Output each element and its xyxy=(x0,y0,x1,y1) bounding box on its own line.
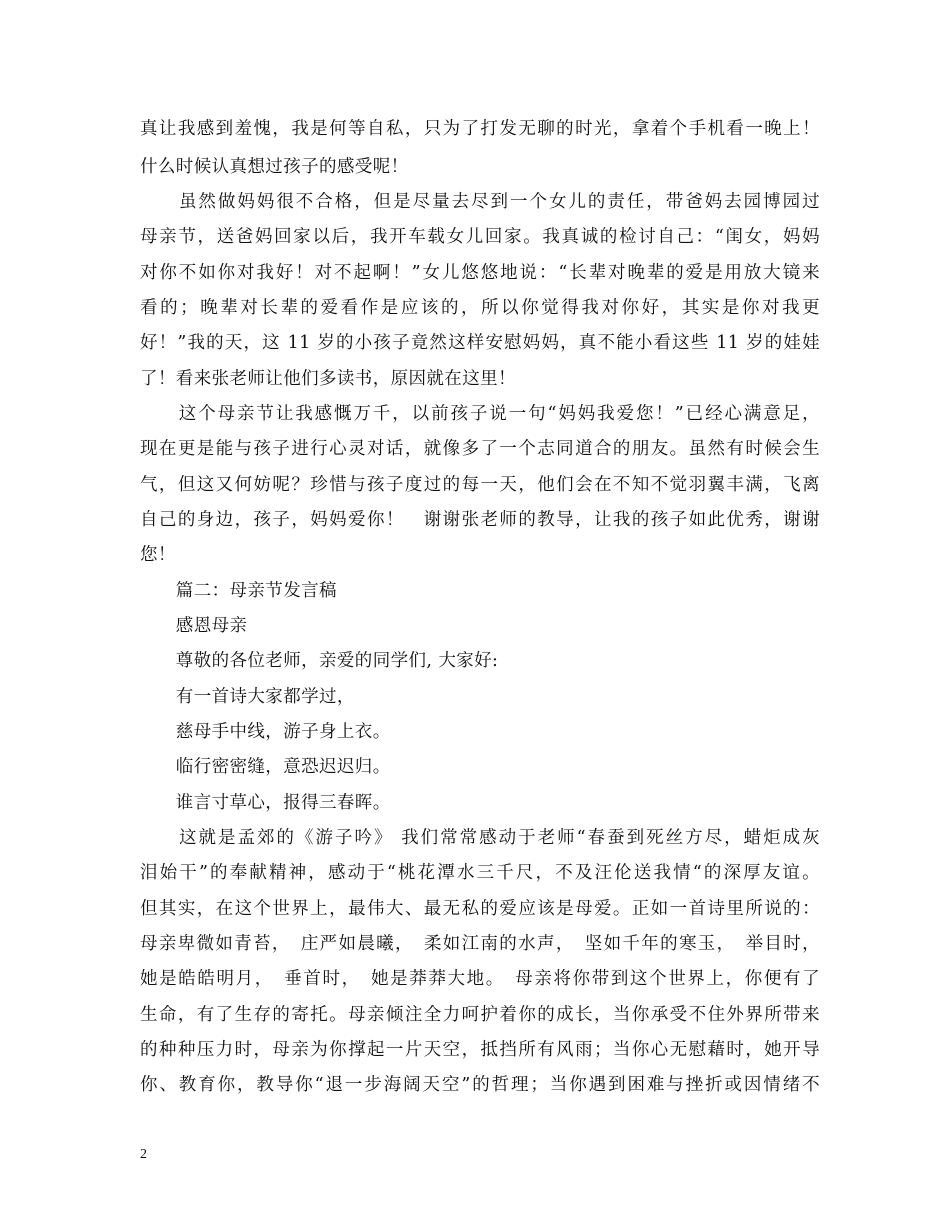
text-line: 气，但这又何妨呢？珍惜与孩子度过的每一天，他们会在不知不觉羽翼丰满，飞离 xyxy=(140,475,820,495)
text-line: 虽然做妈妈很不合格，但是尽量去尽到一个女儿的责任，带爸妈去园博园过 xyxy=(140,192,820,212)
text-line: 她是皓皓明月， 垂首时， 她是莽莽大地。 母亲将你带到这个世界上，你便有了 xyxy=(140,969,820,989)
text-line: 这个母亲节让我感慨万千，以前孩子说一句“妈妈我爱您！”已经心满意足， xyxy=(140,404,820,424)
text-line: 但其实，在这个世界上，最伟大、最无私的爱应该是母爱。正如一首诗里所说的： xyxy=(140,899,820,919)
text-line: 泪始干”的奉献精神，感动于“桃花潭水三千尺，不及汪伦送我情“的深厚友谊。 xyxy=(140,863,820,883)
greeting-line: 尊敬的各位老师，亲爱的同学们, 大家好: xyxy=(140,651,499,671)
text-line: 自己的身边，孩子，妈妈爱你！ 谢谢张老师的教导，让我的孩子如此优秀，谢谢 xyxy=(140,510,820,530)
poem-line: 临行密密缝，意恐迟迟归。 xyxy=(140,757,391,777)
text-line: 真让我感到羞愧，我是何等自私，只为了打发无聊的时光，拿着个手机看一晚上！ xyxy=(140,119,820,139)
text-line: 的种种压力时，母亲为你撑起一片天空，抵挡所有风雨；当你心无慰藉时，她开导 xyxy=(140,1040,820,1060)
text-line: 了！看来张老师让他们多读书，原因就在这里！ xyxy=(140,369,516,389)
poem-line: 谁言寸草心，报得三春晖。 xyxy=(140,793,391,813)
poem-line: 慈母手中线，游子身上衣。 xyxy=(140,722,391,742)
text-line: 你、教育你，教导你“退一步海阔天空”的哲理；当你遇到困难与挫折或因情绪不 xyxy=(140,1075,820,1095)
page-number: 2 xyxy=(140,1147,147,1162)
text-line: 好！”我的天，这 11 岁的小孩子竟然这样安慰妈妈，真不能小看这些 11 岁的娃娃 xyxy=(140,333,820,353)
text-line: 什么时候认真想过孩子的感受呢！ xyxy=(140,157,409,177)
text-line: 这就是孟郊的《游子吟》 我们常常感动于老师“春蚕到死丝方尽，蜡炬成灰 xyxy=(140,828,820,848)
section-heading: 篇二：母亲节发言稿 xyxy=(140,581,337,601)
text-line: 看的；晚辈对长辈的爱看作是应该的，所以你觉得我对你好，其实是你对我更 xyxy=(140,298,820,318)
text-line: 您！ xyxy=(140,545,176,565)
speech-title: 感恩母亲 xyxy=(140,616,248,636)
text-line: 有一首诗大家都学过， xyxy=(140,687,355,707)
text-line: 生命，有了生存的寄托。母亲倾注全力呵护着你的成长，当你承受不住外界所带来 xyxy=(140,1005,820,1025)
text-line: 母亲节，送爸妈回家以后，我开车载女儿回家。我真诚的检讨自己：“闺女，妈妈 xyxy=(140,227,820,247)
text-line: 母亲卑微如青苔， 庄严如晨曦， 柔如江南的水声， 坚如千年的寒玉， 举目时， xyxy=(140,934,820,954)
text-line: 对你不如你对我好！对不起啊！”女儿悠悠地说：“长辈对晚辈的爱是用放大镜来 xyxy=(140,263,820,283)
text-line: 现在更是能与孩子进行心灵对话，就像多了一个志同道合的朋友。虽然有时候会生 xyxy=(140,439,820,459)
